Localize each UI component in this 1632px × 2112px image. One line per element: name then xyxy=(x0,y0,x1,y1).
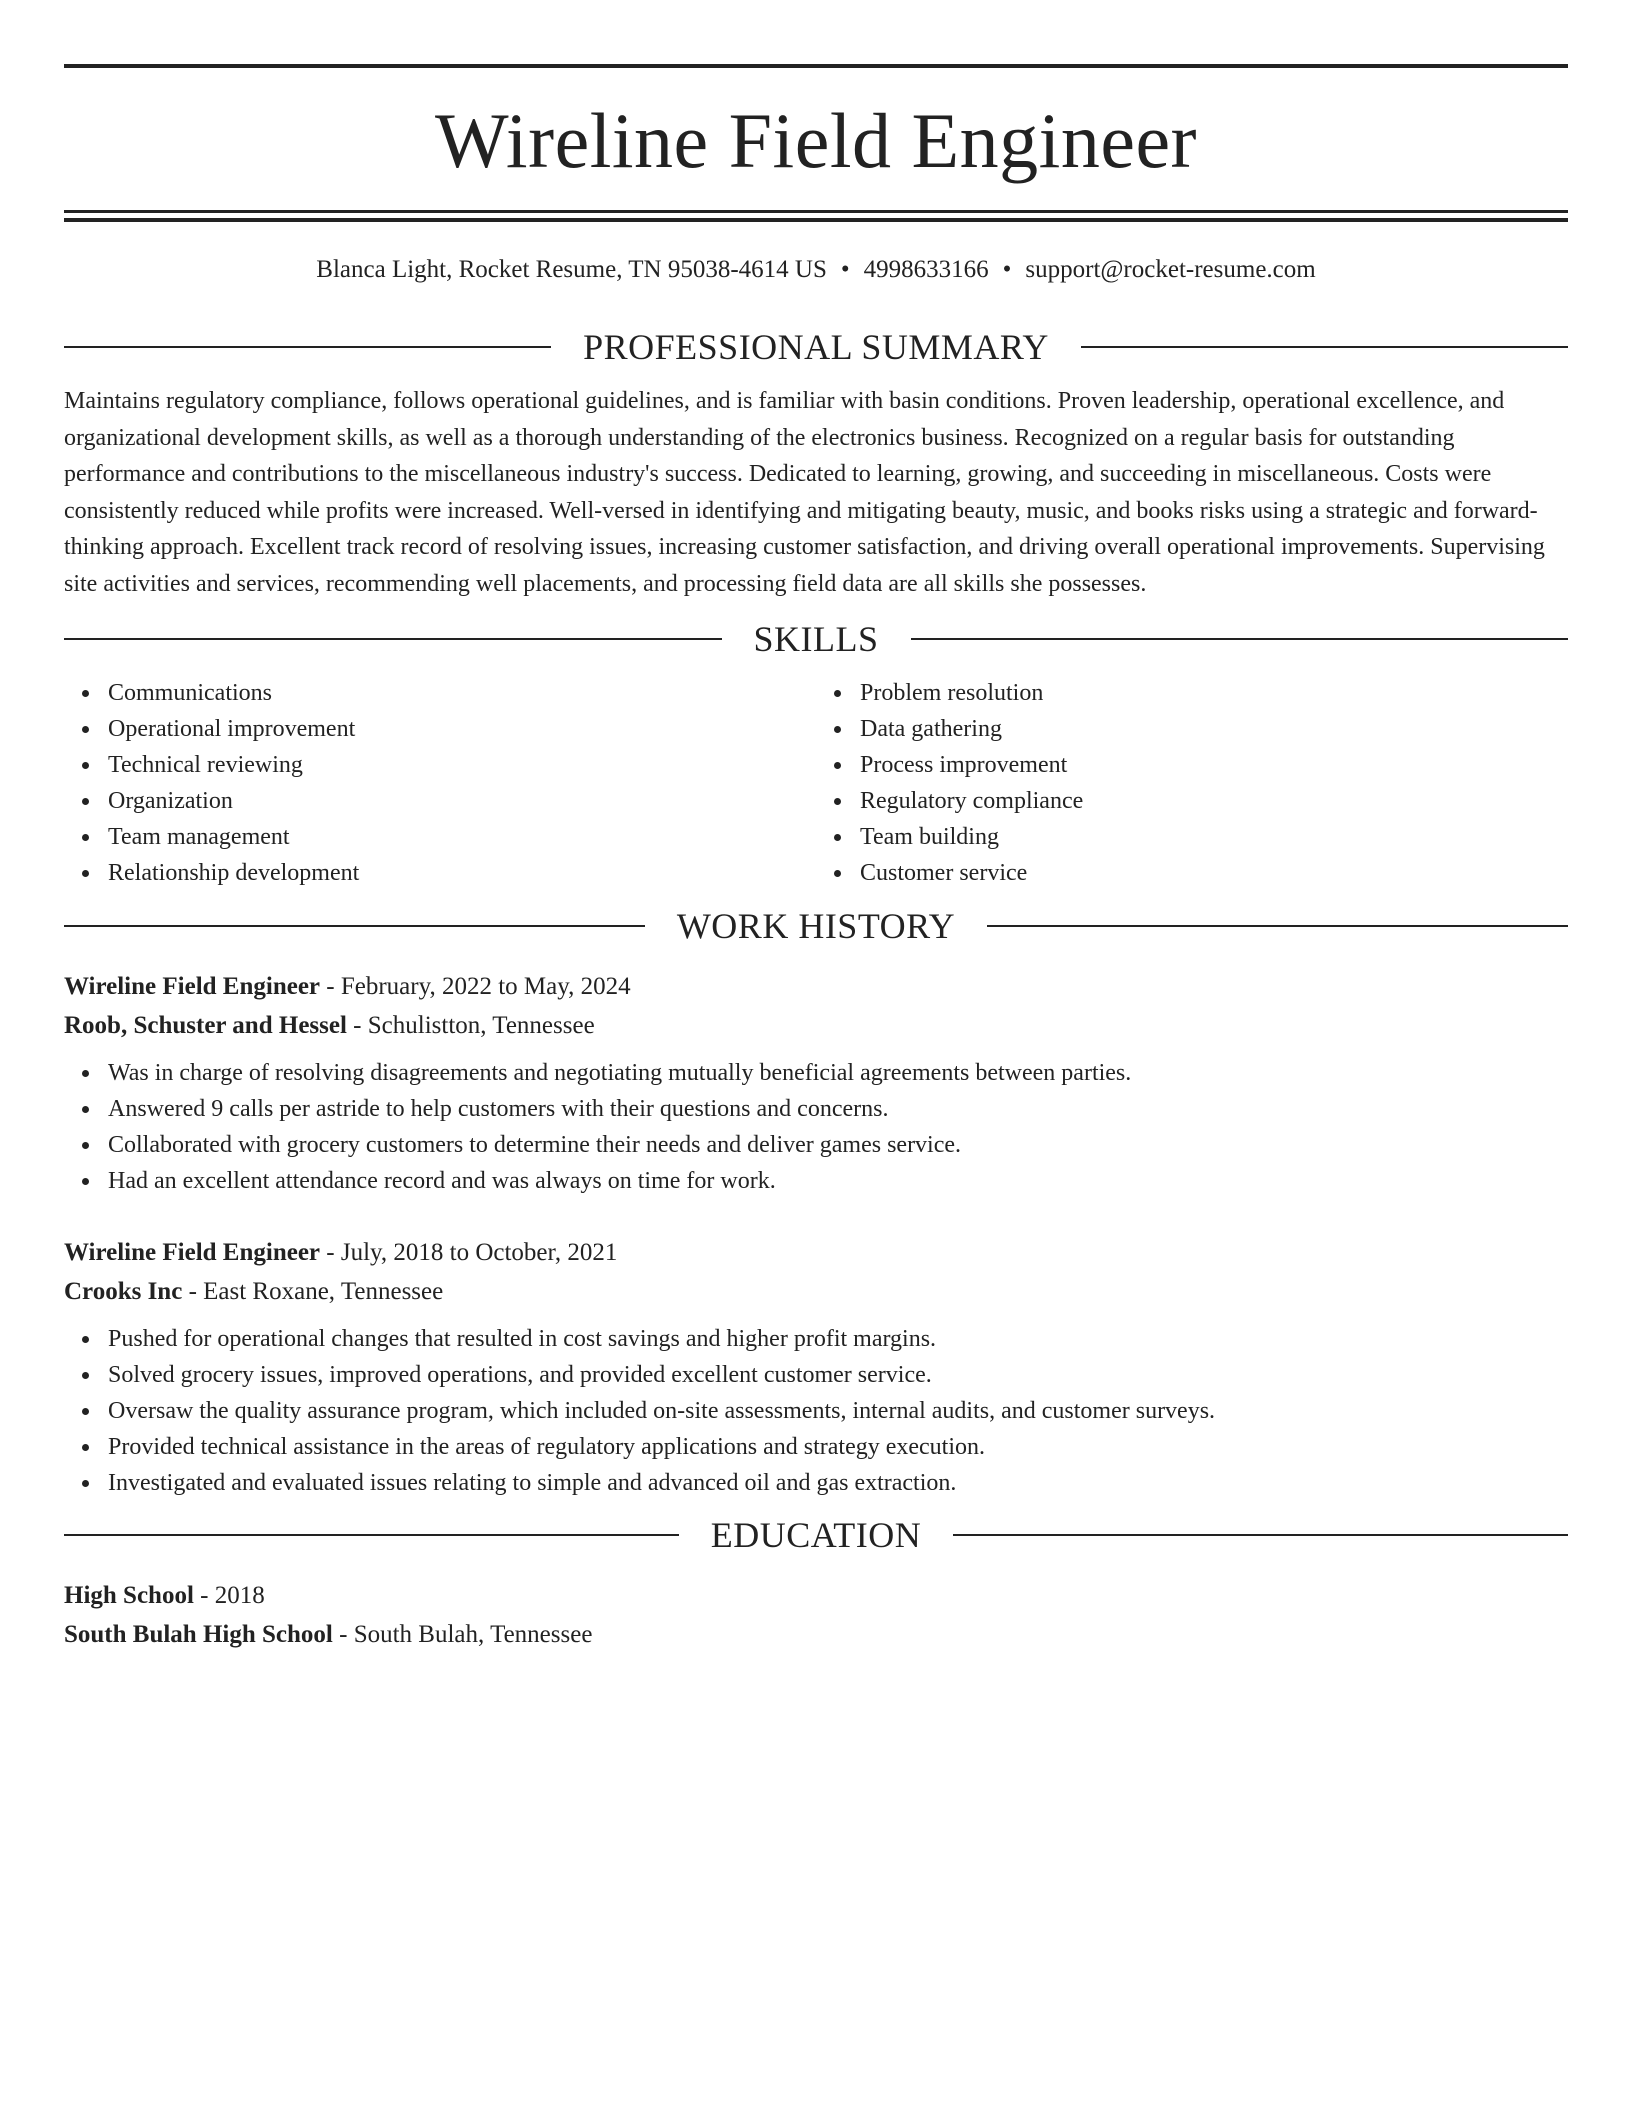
duty-item: Collaborated with grocery customers to determine their needs and deliver games service. xyxy=(108,1127,1568,1163)
summary-text: Maintains regulatory compliance, follows operational guidelines, and is familiar with basin conditions. Proven leadership, operational excellence, and organizational development skills, as well as a thorough understanding of the electronics business. Recognized on a regular basis for outstanding performance and contributions to the miscellaneous industry's success. Dedicated to learning, growing, and succeeding in miscellaneous. Costs were consistently reduced while profits were increased. Well-versed in identifying and mitigating beauty, music, and books risks using a strategic and forward-thinking approach. Excellent track record of resolving issues, increasing customer satisfaction, and driving overall operational improvements. Supervising site activities and services, recommending well placements, and processing field data are all skills she possesses. xyxy=(64,388,1545,597)
skill-item: Team management xyxy=(108,819,816,855)
job-location: - Schulistton, Tennessee xyxy=(346,1012,595,1039)
duty-item: Solved grocery issues, improved operations, and provided excellent customer service. xyxy=(108,1357,1568,1393)
contact-separator: • xyxy=(840,256,850,283)
duty-item: Pushed for operational changes that resulted in cost savings and higher profit margins. xyxy=(108,1321,1568,1357)
education-degree-line xyxy=(64,1576,1568,1615)
section-title: SKILLS xyxy=(753,619,879,659)
duty-item: Had an excellent attendance record and was always on time for work. xyxy=(108,1163,1568,1199)
skill-item: Team building xyxy=(860,819,1568,855)
job-location: - East Roxane, Tennessee xyxy=(182,1278,444,1305)
title-double-rule xyxy=(64,210,1568,222)
contact-email: support@rocket-resume.com xyxy=(1025,256,1316,283)
job-company-line xyxy=(64,1006,1568,1045)
divider xyxy=(64,346,551,348)
job-entry xyxy=(64,967,1568,1199)
skill-item: Regulatory compliance xyxy=(860,783,1568,819)
duty-item: Was in charge of resolving disagreements and negotiating mutually beneficial agreements between parties. xyxy=(108,1055,1568,1091)
duty-item: Provided technical assistance in the areas of regulatory applications and strategy execution. xyxy=(108,1429,1568,1465)
divider xyxy=(953,1534,1568,1536)
education-school-line xyxy=(64,1615,1568,1654)
section-header-summary xyxy=(64,325,1568,369)
job-dates: - July, 2018 to October, 2021 xyxy=(320,1239,618,1266)
job-duties xyxy=(64,1321,1568,1501)
skills-column-right xyxy=(816,675,1568,891)
skills-list xyxy=(64,675,1568,891)
divider xyxy=(911,638,1569,640)
section-title: PROFESSIONAL SUMMARY xyxy=(583,327,1049,367)
job-dates: - February, 2022 to May, 2024 xyxy=(320,973,631,1000)
job-entry xyxy=(64,1233,1568,1501)
skill-item: Process improvement xyxy=(860,747,1568,783)
duty-item: Oversaw the quality assurance program, which included on-site assessments, internal audits, and customer surveys. xyxy=(108,1393,1568,1429)
job-title-line xyxy=(64,967,1568,1006)
job-company-line xyxy=(64,1272,1568,1311)
resume-page xyxy=(64,64,1568,1654)
skill-item: Organization xyxy=(108,783,816,819)
divider xyxy=(1081,346,1568,348)
job-title-line xyxy=(64,1233,1568,1272)
section-title: WORK HISTORY xyxy=(676,906,956,946)
section-header-education xyxy=(64,1513,1568,1557)
education-school: South Bulah High School xyxy=(64,1621,333,1648)
section-header-skills xyxy=(64,617,1568,661)
skill-item: Problem resolution xyxy=(860,675,1568,711)
job-title: Wireline Field Engineer xyxy=(64,1239,321,1266)
job-title: Wireline Field Engineer xyxy=(64,973,321,1000)
education-entry xyxy=(64,1576,1568,1654)
resume-title: Wireline Field Engineer xyxy=(434,97,1198,184)
skill-item: Technical reviewing xyxy=(108,747,816,783)
section-title: EDUCATION xyxy=(710,1515,922,1555)
skills-column-left xyxy=(64,675,816,891)
contact-separator: • xyxy=(1002,256,1012,283)
skill-item: Relationship development xyxy=(108,855,816,891)
contact-phone: 4998633166 xyxy=(863,256,989,283)
section-header-work-history xyxy=(64,904,1568,948)
job-company: Roob, Schuster and Hessel xyxy=(64,1012,347,1039)
skill-item: Operational improvement xyxy=(108,711,816,747)
job-company: Crooks Inc xyxy=(64,1278,183,1305)
education-degree: High School xyxy=(64,1582,194,1609)
contact-address: Blanca Light, Rocket Resume, TN 95038-4614 US xyxy=(316,256,827,283)
skill-item: Communications xyxy=(108,675,816,711)
skill-item: Data gathering xyxy=(860,711,1568,747)
duty-item: Answered 9 calls per astride to help customers with their questions and concerns. xyxy=(108,1091,1568,1127)
duty-item: Investigated and evaluated issues relating to simple and advanced oil and gas extraction. xyxy=(108,1465,1568,1501)
divider xyxy=(64,1534,679,1536)
skill-item: Customer service xyxy=(860,855,1568,891)
divider xyxy=(64,925,645,927)
divider xyxy=(987,925,1568,927)
education-year: - 2018 xyxy=(193,1582,265,1609)
education-location: - South Bulah, Tennessee xyxy=(332,1621,593,1648)
contact-line xyxy=(64,255,1568,285)
top-rule xyxy=(64,64,1568,68)
divider xyxy=(64,638,722,640)
job-duties xyxy=(64,1055,1568,1199)
